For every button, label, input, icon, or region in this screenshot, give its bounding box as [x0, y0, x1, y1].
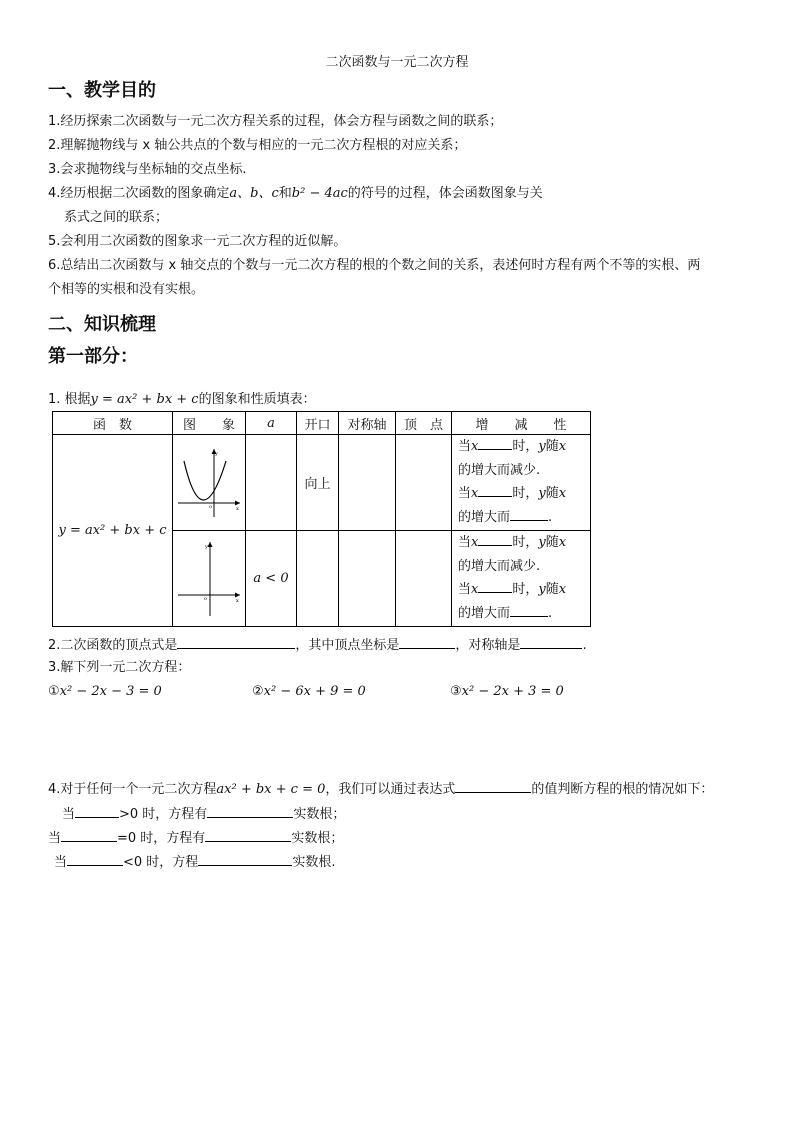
case-zero: 当 =0 时，方程有 实数根；	[48, 827, 343, 849]
equation-1: ①x² − 2x − 3 = 0	[48, 684, 162, 699]
axis-blank[interactable]	[520, 634, 582, 649]
equation-2: ②x² − 6x + 9 = 0	[252, 684, 366, 699]
objective-1: 1.经历探索二次函数与一元二次方程关系的过程，体会方程与函数之间的联系；	[48, 114, 503, 129]
section2-heading: 二、知识梳理	[48, 314, 156, 335]
equation-3: ③x² − 2x + 3 = 0	[450, 684, 564, 699]
case-positive: 当 >0 时，方程有 实数根；	[62, 803, 345, 825]
header-function: 函 数	[53, 412, 173, 435]
svg-text:y: y	[205, 544, 208, 551]
header-a: a	[246, 412, 297, 435]
q1-expr: y = ax² + bx + c	[90, 392, 199, 407]
blank[interactable]	[510, 602, 548, 617]
blank[interactable]	[67, 851, 123, 866]
a-negative: a < 0	[246, 530, 297, 626]
document-title: 二次函数与一元二次方程	[325, 55, 469, 70]
a-cell-1	[246, 435, 297, 531]
question-1	[48, 390, 316, 410]
objective-4-tail: 的符号的过程，体会函数图象与关	[347, 186, 543, 201]
objective-4	[48, 184, 543, 204]
vertex-cell-1	[396, 435, 452, 531]
objective-4-expr: b² − 4ac	[291, 186, 348, 201]
part1-heading: 第一部分：	[48, 346, 138, 367]
vertex-coords-blank[interactable]	[399, 634, 455, 649]
blank-axes-graph	[174, 538, 244, 618]
discriminant-blank[interactable]	[455, 778, 531, 793]
blank[interactable]	[205, 827, 291, 842]
axis-cell-1	[339, 435, 396, 531]
header-axis: 对称轴	[339, 412, 396, 435]
blank[interactable]	[207, 803, 293, 818]
objective-2: 2.理解抛物线与 x 轴公共点的个数与相应的一元二次方程根的对应关系；	[48, 138, 467, 153]
blank[interactable]	[478, 435, 512, 450]
q1-suffix: 的图象和性质填表：	[198, 392, 316, 407]
header-monotonicity: 增 减 性	[452, 412, 591, 435]
properties-table	[52, 411, 591, 627]
objective-4-text: 4.经历根据二次函数的图象确定	[48, 186, 230, 201]
svg-text:o: o	[209, 503, 213, 510]
blank[interactable]	[510, 506, 548, 521]
parabola-up-graph	[174, 445, 244, 520]
objective-4-vars: a、b、c	[229, 186, 279, 201]
opening-up: 向上	[297, 435, 339, 531]
objective-6-cont: 个相等的实根和没有实根。	[48, 282, 205, 297]
question-3-label: 3.解下列一元二次方程：	[48, 660, 191, 675]
blank[interactable]	[478, 578, 512, 593]
vertex-cell-2	[396, 530, 452, 626]
graph-cell-up	[173, 435, 246, 531]
axis-cell-2	[339, 530, 396, 626]
question-4: 4.对于任何一个一元二次方程ax² + bx + c = 0，我们可以通过表达式 的值判断方程的根的情况如下：	[48, 778, 713, 800]
opening-cell-2	[297, 530, 339, 626]
vertex-form-blank[interactable]	[177, 634, 295, 649]
objective-5: 5.会利用二次函数的图象求一元二次方程的近似解。	[48, 234, 347, 249]
objective-3: 3.会求抛物线与坐标轴的交点坐标.	[48, 162, 247, 177]
graph-cell-blank	[173, 530, 246, 626]
question-2: 2.二次函数的顶点式是 ，其中顶点坐标是 ，对称轴是 .	[48, 634, 587, 656]
svg-text:x: x	[236, 505, 239, 512]
blank[interactable]	[198, 851, 292, 866]
blank[interactable]	[75, 803, 119, 818]
section1-heading: 一、教学目的	[48, 80, 156, 101]
objective-6: 6.总结出二次函数与 x 轴交点的个数与一元二次方程的根的个数之间的关系，表述何时方程有两个不等的实根、两	[48, 258, 701, 273]
table-header-row	[53, 412, 591, 435]
svg-text:o: o	[204, 596, 208, 603]
blank[interactable]	[61, 827, 117, 842]
svg-text:x: x	[236, 598, 239, 605]
blank[interactable]	[478, 531, 512, 546]
header-opening: 开口	[297, 412, 339, 435]
header-vertex: 顶 点	[396, 412, 452, 435]
monotonicity-cell-1: 当x 时，y随x 的增大而减少. 当x 时，y随x 的增大而 .	[452, 435, 591, 531]
q1-prefix: 1. 根据	[48, 392, 91, 407]
header-graph: 图 象	[173, 412, 246, 435]
monotonicity-cell-2: 当x 时，y随x 的增大而减少. 当x 时，y随x 的增大而 .	[452, 530, 591, 626]
blank[interactable]	[478, 482, 512, 497]
objective-4-and: 和	[278, 186, 292, 201]
case-negative: 当 <0 时，方程 实数根.	[54, 851, 335, 873]
table-row	[53, 435, 591, 531]
objective-4-cont: 系式之间的联系；	[64, 210, 169, 225]
svg-text:y: y	[215, 450, 218, 457]
function-expr: y = ax² + bx + c	[53, 435, 173, 627]
